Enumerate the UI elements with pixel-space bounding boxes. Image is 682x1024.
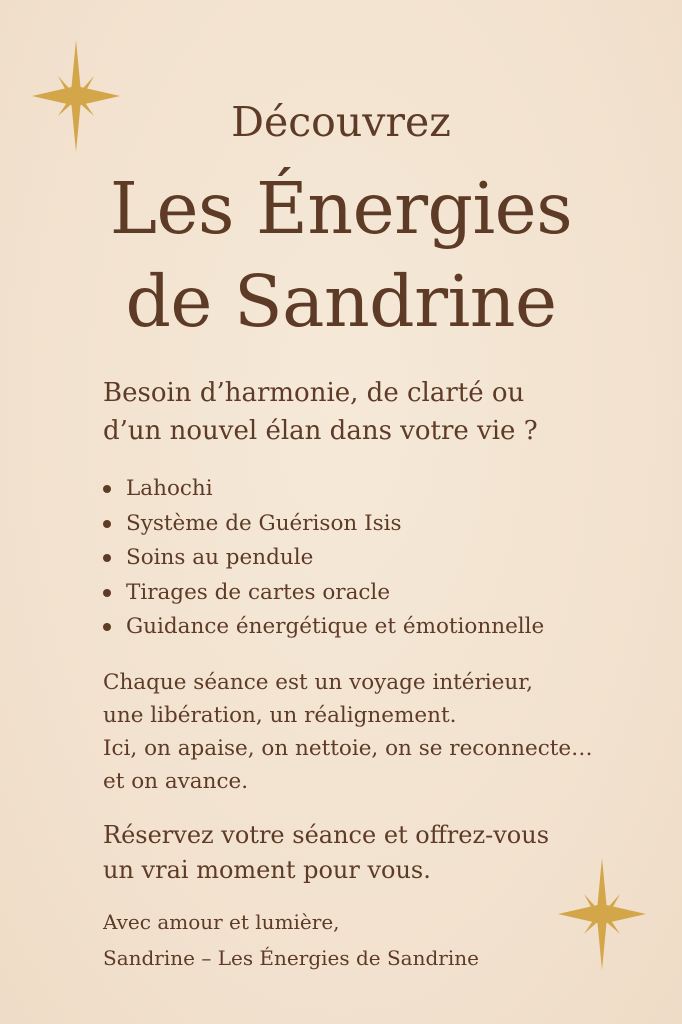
bullet-icon (103, 623, 111, 631)
intro-question (103, 374, 623, 450)
bullet-icon (103, 520, 111, 528)
bullet-icon (103, 554, 111, 562)
services-list (100, 472, 660, 645)
service-label: Lahochi (126, 476, 213, 501)
kicker-heading: Découvrez (231, 98, 451, 146)
cta-line: Réservez votre séance et offrez-vous (103, 821, 550, 849)
signoff-line: Avec amour et lumière, (103, 910, 340, 934)
call-to-action (103, 818, 663, 888)
intro-line: Besoin d’harmonie, de clarté ou (103, 378, 525, 408)
description-paragraph (103, 666, 663, 798)
description-line: Chaque séance est un voyage intérieur, (103, 670, 533, 695)
title-line: de Sandrine (125, 260, 557, 343)
page-title (0, 162, 682, 348)
description-line: Ici, on apaise, on nettoie, on se reconnecte… (103, 736, 593, 761)
description-line: et on avance. (103, 769, 249, 794)
bullet-icon (103, 485, 111, 493)
service-label: Système de Guérison Isis (126, 510, 402, 536)
cta-line: un vrai moment pour vous. (103, 856, 431, 884)
title-line: Les Énergies (109, 167, 573, 250)
list-item (100, 610, 660, 645)
signoff (103, 904, 603, 976)
service-label: Guidance énergétique et émotionnelle (126, 614, 545, 640)
list-item (100, 541, 660, 576)
description-line: une libération, un réalignement. (103, 703, 457, 728)
intro-line: d’un nouvel élan dans votre vie ? (103, 416, 538, 446)
list-item (100, 472, 660, 507)
list-item (100, 576, 660, 611)
service-label: Tirages de cartes oracle (126, 579, 391, 605)
signoff-signature: Sandrine – Les Énergies de Sandrine (103, 946, 479, 970)
bullet-icon (103, 589, 111, 597)
service-label: Soins au pendule (126, 545, 314, 571)
list-item (100, 507, 660, 542)
